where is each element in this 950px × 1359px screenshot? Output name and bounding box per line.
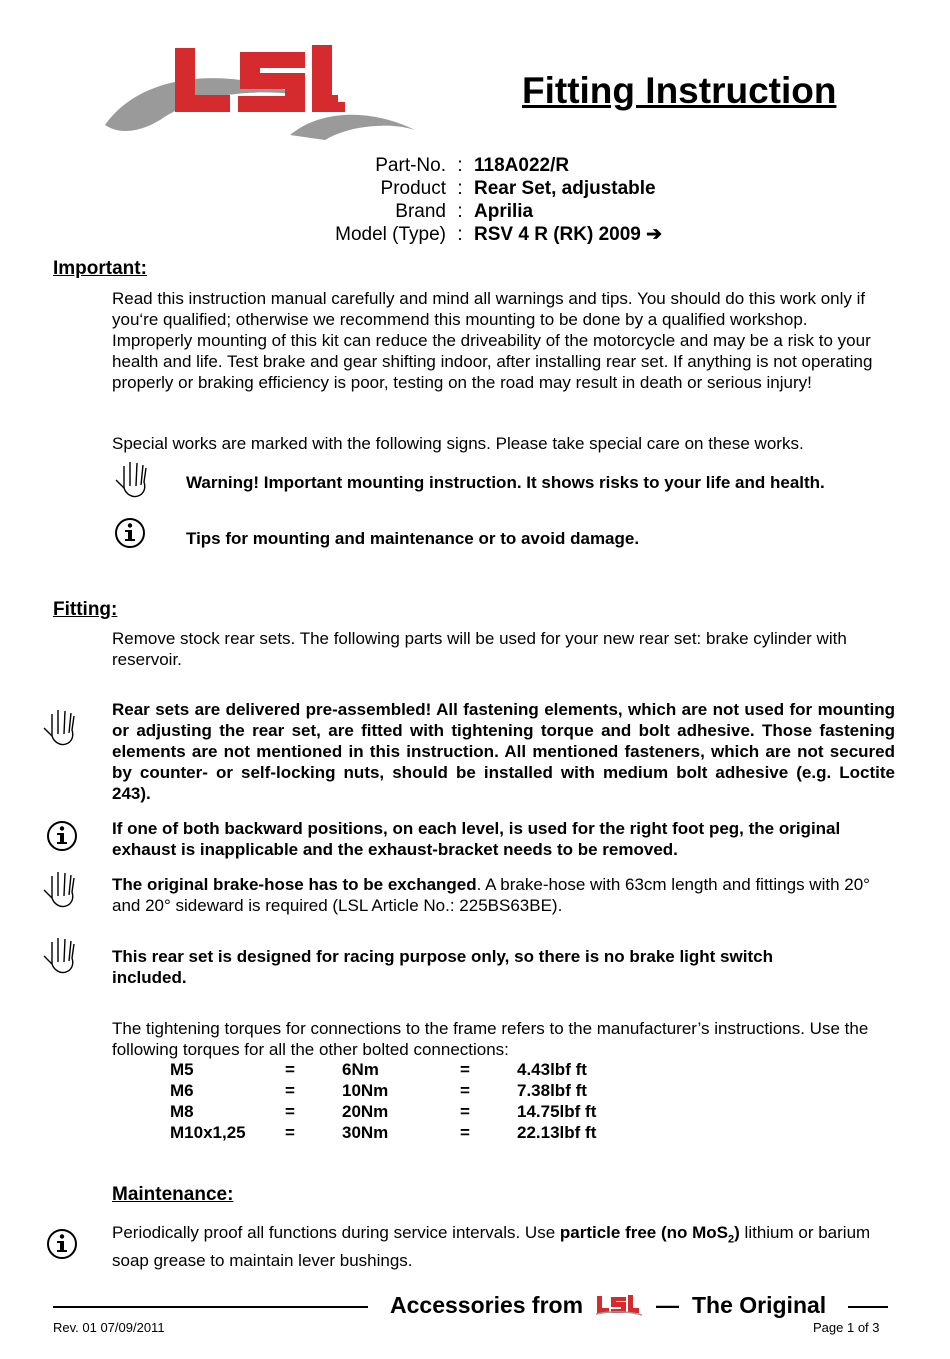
equals: = bbox=[285, 1123, 295, 1142]
torque-lbf: 7.38lbf ft bbox=[517, 1081, 587, 1100]
footer-accessories: Accessories from bbox=[390, 1292, 584, 1318]
meta-row-part-no bbox=[200, 154, 800, 177]
bolt-size: M5 bbox=[170, 1060, 194, 1079]
fitting-heading: Fitting: bbox=[53, 599, 118, 620]
equals: = bbox=[285, 1081, 295, 1100]
fitting-note-preassembled: Rear sets are delivered pre-assembled! All fastening elements, which are not used for mounting or adjusting the rear set, are fitted with tightening torque and bolt adhesive. Those fastening elements are not mentioned in this instruction. All mentioned fasteners, which are not secured by counter- or self-locking nuts, should be installed with medium bolt adhesive (e.g. Loctite 243). bbox=[112, 700, 895, 803]
meta-label: Model (Type) bbox=[335, 224, 446, 245]
bolt-size: M6 bbox=[170, 1081, 194, 1100]
meta-sep: : bbox=[457, 155, 463, 176]
equals: = bbox=[285, 1102, 295, 1121]
torque-lbf: 22.13lbf ft bbox=[517, 1123, 597, 1142]
torque-lbf: 4.43lbf ft bbox=[517, 1060, 587, 1079]
info-icon bbox=[114, 517, 146, 549]
equals: = bbox=[460, 1102, 470, 1121]
maintenance-sub: 2 bbox=[728, 1233, 735, 1246]
meta-sep: : bbox=[457, 178, 463, 199]
bolt-size: M8 bbox=[170, 1102, 194, 1121]
warning-sign-text: Warning! Important mounting instruction. It shows risks to your life and health. bbox=[186, 473, 825, 492]
meta-sep: : bbox=[457, 224, 463, 245]
footer-rule-left bbox=[53, 1306, 368, 1308]
equals: = bbox=[285, 1060, 295, 1079]
footer-the-original: The Original bbox=[692, 1292, 827, 1318]
meta-sep: : bbox=[457, 201, 463, 222]
maintenance-heading: Maintenance: bbox=[112, 1184, 234, 1205]
footer-dash: — bbox=[656, 1292, 679, 1318]
torque-row bbox=[170, 1080, 596, 1101]
torque-row bbox=[170, 1101, 596, 1122]
footer-lsl-logo bbox=[595, 1294, 643, 1316]
hand-icon bbox=[38, 708, 80, 748]
meta-row-product bbox=[200, 177, 800, 200]
brake-hose-bold: The original brake-hose has to be exchanged bbox=[112, 875, 477, 894]
torque-nm: 20Nm bbox=[342, 1102, 389, 1121]
maintenance-text-post: lithium or barium soap grease to maintain lever bushings. bbox=[112, 1223, 871, 1271]
lsl-logo bbox=[100, 40, 420, 145]
fitting-note-racing: This rear set is designed for racing purpose only, so there is no brake light switch included. bbox=[112, 947, 773, 987]
info-icon bbox=[46, 820, 78, 852]
equals: = bbox=[460, 1081, 470, 1100]
equals: = bbox=[460, 1123, 470, 1142]
tip-sign-text: Tips for mounting and maintenance or to avoid damage. bbox=[186, 529, 640, 548]
torque-nm: 30Nm bbox=[342, 1123, 389, 1142]
torque-nm: 10Nm bbox=[342, 1081, 389, 1100]
important-heading: Important: bbox=[53, 258, 147, 279]
torque-intro: The tightening torques for connections to the frame refers to the manufacturer’s instructions. Use the following torques for all the other bolted connections: bbox=[112, 1019, 869, 1059]
torque-lbf: 14.75lbf ft bbox=[517, 1102, 597, 1121]
maintenance-bold-end: ) bbox=[734, 1223, 740, 1242]
meta-label: Product bbox=[380, 178, 446, 199]
fitting-note-brake-hose bbox=[112, 874, 897, 916]
meta-value: RSV 4 R (RK) 2009 ➔ bbox=[474, 224, 663, 245]
hand-icon bbox=[38, 936, 80, 976]
meta-value: 118A022/R bbox=[474, 155, 570, 176]
maintenance-text bbox=[112, 1222, 892, 1271]
meta-value: Rear Set, adjustable bbox=[474, 178, 656, 199]
maintenance-text-pre: Periodically proof all functions during service intervals. Use bbox=[112, 1223, 560, 1242]
torque-row bbox=[170, 1122, 596, 1143]
important-text: Read this instruction manual carefully and mind all warnings and tips. You should do this work only if you‘re qualified; otherwise we recommend this mounting to be done by a qualified workshop. Improperly mounting of this kit can reduce the driveability of the motorcycle and may be a risk to your health and life. Test brake and gear shifting indoor, after installing rear set. If anything is not operating properly or braking efficiency is poor, testing on the road may result in death or serious injury! bbox=[112, 289, 873, 392]
footer-rule-right bbox=[848, 1306, 888, 1308]
hand-icon bbox=[38, 870, 80, 910]
fitting-note-exhaust: If one of both backward positions, on each level, is used for the right foot peg, the original exhaust is inapplicable and the exhaust-bracket needs to be removed. bbox=[112, 819, 841, 859]
footer-page-number: Page 1 of 3 bbox=[813, 1320, 880, 1335]
meta-label: Brand bbox=[395, 201, 446, 222]
info-icon bbox=[46, 1228, 78, 1260]
torque-table bbox=[170, 1059, 596, 1143]
meta-row-model bbox=[200, 223, 800, 246]
brake-hose-rest: . A brake-hose with 63cm length and fittings with 20° and 20° sideward is required (LSL Article No.: 225BS63BE). bbox=[112, 875, 870, 915]
meta-row-brand bbox=[200, 200, 800, 223]
bolt-size: M10x1,25 bbox=[170, 1123, 246, 1142]
maintenance-bold: particle free (no MoS bbox=[559, 1223, 729, 1242]
footer-revision: Rev. 01 07/09/2011 bbox=[53, 1320, 165, 1335]
meta-value: Aprilia bbox=[474, 201, 534, 222]
torque-row bbox=[170, 1059, 596, 1080]
fitting-intro: Remove stock rear sets. The following parts will be used for your new rear set: brake cylinder with reservoir. bbox=[112, 629, 847, 669]
signs-intro: Special works are marked with the following signs. Please take special care on these works. bbox=[112, 434, 804, 453]
document-title: Fitting Instruction bbox=[522, 70, 837, 111]
meta-label: Part-No. bbox=[375, 155, 446, 176]
hand-icon bbox=[110, 460, 152, 500]
product-meta bbox=[200, 154, 800, 246]
torque-nm: 6Nm bbox=[342, 1060, 379, 1079]
equals: = bbox=[460, 1060, 470, 1079]
